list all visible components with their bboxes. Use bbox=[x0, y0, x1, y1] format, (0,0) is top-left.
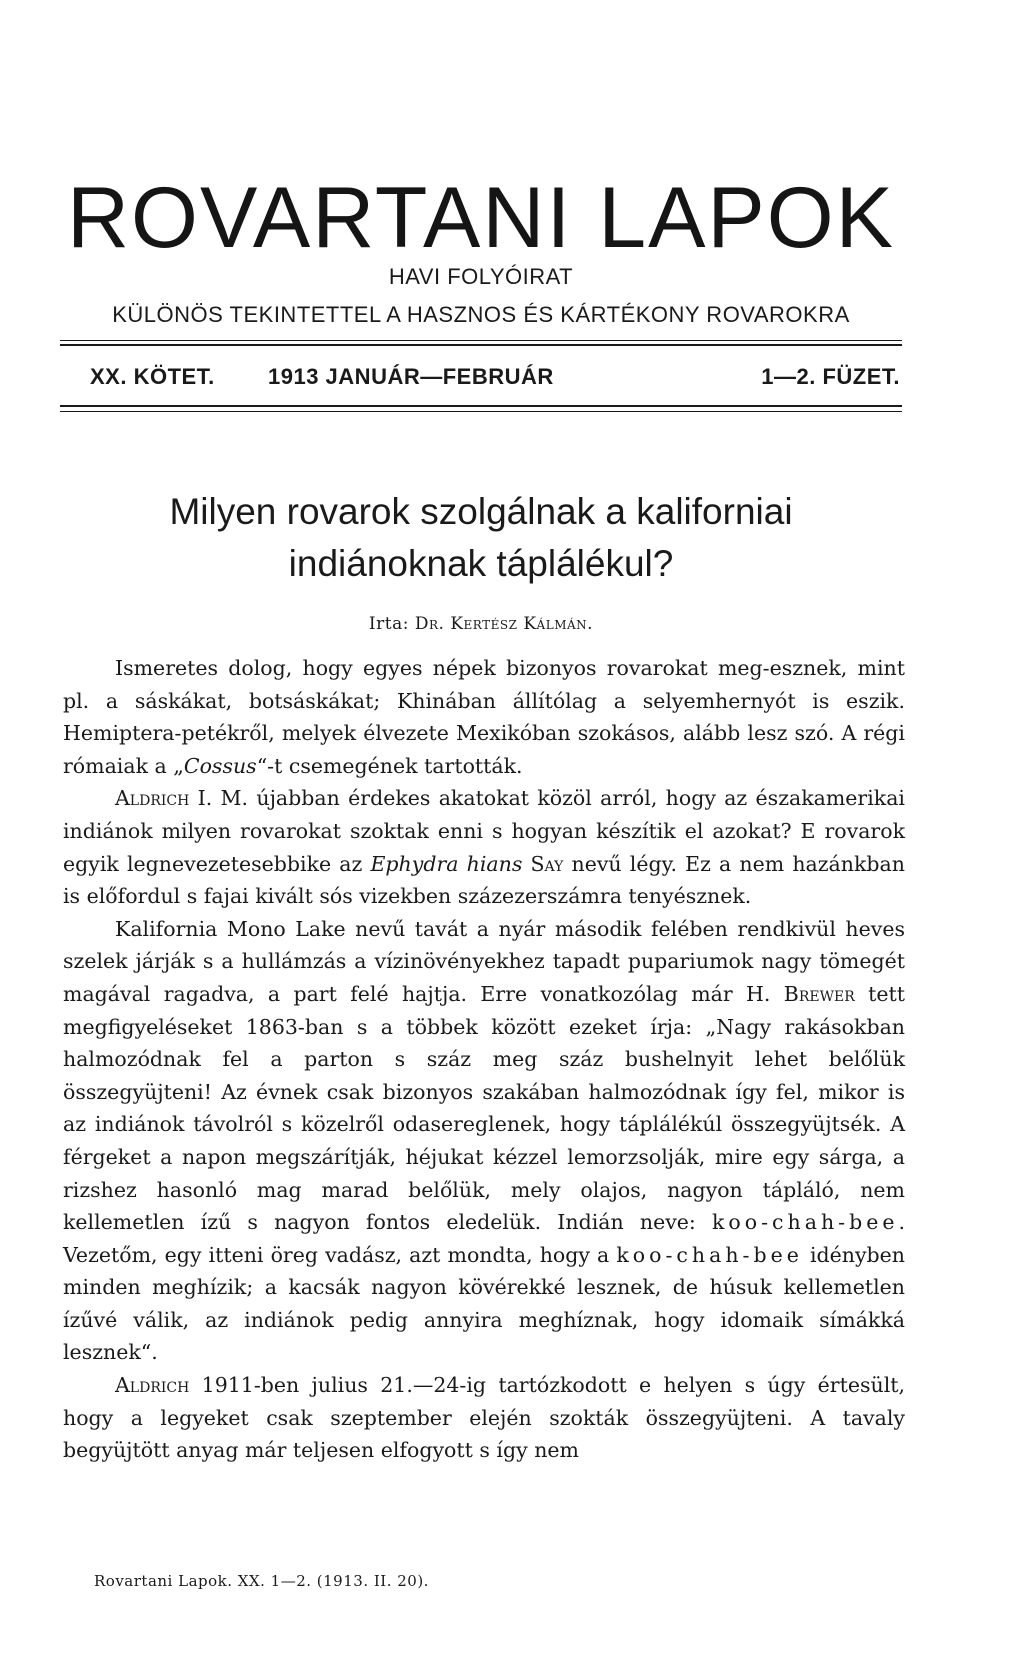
cited-author-aldrich: Aldrich bbox=[115, 786, 190, 811]
indian-word-2: koo-chah-bee bbox=[616, 1242, 803, 1267]
journal-subtitle-scope: KÜLÖNÖS TEKINTETTEL A HASZNOS ÉS KÁRTÉKONY ROVAROKRA bbox=[112, 302, 850, 327]
byline-prefix: Irta: bbox=[368, 614, 409, 634]
paragraph-2: Aldrich I. M. újabban érdekes akatokat közöl arról, hogy az északamerikai indiánok milyen rovarokat szoktak enni s hogyan készítik el azokat? E rovarok egyik legnevezetesebbike az Ephydra hians Say nevű légy. Ez a nem hazánkban is előfordul s fajai kivált sós vizekben százezerszámra tenyésznek. bbox=[63, 786, 905, 909]
page-footer: Rovartani Lapok. XX. 1—2. (1913. II. 20). bbox=[94, 1572, 429, 1590]
paragraph-3: Kalifornia Mono Lake nevű tavát a nyár második felében rendkivül heves szelek járják s a hullámzás a vízinövényekhez tapadt pupariumok nagy tömegét magával ragadva, a part felé hajtja. Erre vonatkozólag már H. Brewer tett megfigyeléseket 1863-ban s a többek között ezeket írja: „Nagy rakásokban halmozódnak fel a parton s száz meg száz bushelnyit lehet belőlük összegyüjteni! Az évnek csak bizonyos szakában halmozódnak így fel, mikor is az indiánok távolról s közelről odasereglenek, hogy táplálékúl összegyüjtsék. A férgeket a napon megszárítják, héjukat kézzel lemorzsolják, mire egy sárga, a rizshez hasonló mag marad belőlük, mely olajos, nagyon tápláló, nem kellemetlen ízű s nagyon fontos eledelük. Indián neve: koo-chah-bee. Vezetőm, egy itteni öreg vadász, azt mondta, hogy a koo-chah-bee idényben minden meghízik; a kacsák nagyon kövérekké lesznek, de húsuk kellemetlen ízűvé válik, az indiánok pedig annyira meghíznak, hogy idomaik símákká lesznek“. bbox=[63, 916, 905, 1365]
journal-title: ROVARTANI LAPOK bbox=[66, 170, 896, 266]
author-name: Dr. Kertész Kálmán. bbox=[414, 614, 594, 634]
cited-author-brewer: Brewer bbox=[783, 981, 855, 1006]
issue-date: 1913 JANUÁR—FEBRUÁR bbox=[268, 364, 554, 389]
cited-author-say: Say bbox=[530, 851, 564, 876]
issue-volume: XX. KÖTET. bbox=[90, 364, 215, 389]
article-title-line-1: Milyen rovarok szolgálnak a kaliforniai bbox=[169, 491, 793, 532]
cited-author-aldrich-2: Aldrich bbox=[115, 1373, 190, 1398]
italic-term-cossus: Cossus bbox=[183, 753, 257, 778]
bottom-rule-thin bbox=[60, 411, 902, 412]
issue-number: 1—2. FÜZET. bbox=[761, 364, 900, 389]
paragraph-1: Ismeretes dolog, hogy egyes népek bizonyos rovarokat meg-esznek, mint pl. a sáskákat, botsáskákat; Khinában állítólag a selyemhernyót is eszik. Hemiptera-petékről, melyek élvezete Mexikóban szokásos, alább lesz szó. A régi rómaiak a „Cossus“-t csemegének tartották. bbox=[63, 656, 905, 778]
indian-word-1: koo-chah-bee bbox=[712, 1210, 899, 1235]
bottom-rule-thick bbox=[60, 405, 902, 407]
italic-species-name: Ephydra hians bbox=[370, 851, 523, 876]
article-body bbox=[63, 652, 905, 1467]
article-title-line-2: indiánoknak táplálékul? bbox=[288, 543, 674, 584]
byline bbox=[60, 614, 902, 634]
paragraph-4: Aldrich 1911-ben julius 21.—24-ig tartózkodott e helyen s úgy értesült, hogy a legyeket csak szeptember elején szokták összegyüjteni. A tavaly begyüjtött anyag már teljesen elfogyott s így nem bbox=[63, 1373, 905, 1463]
journal-subtitle-monthly: HAVI FOLYÓIRAT bbox=[388, 264, 574, 289]
top-rule-thin bbox=[60, 340, 902, 341]
top-rule-thick bbox=[60, 344, 902, 346]
